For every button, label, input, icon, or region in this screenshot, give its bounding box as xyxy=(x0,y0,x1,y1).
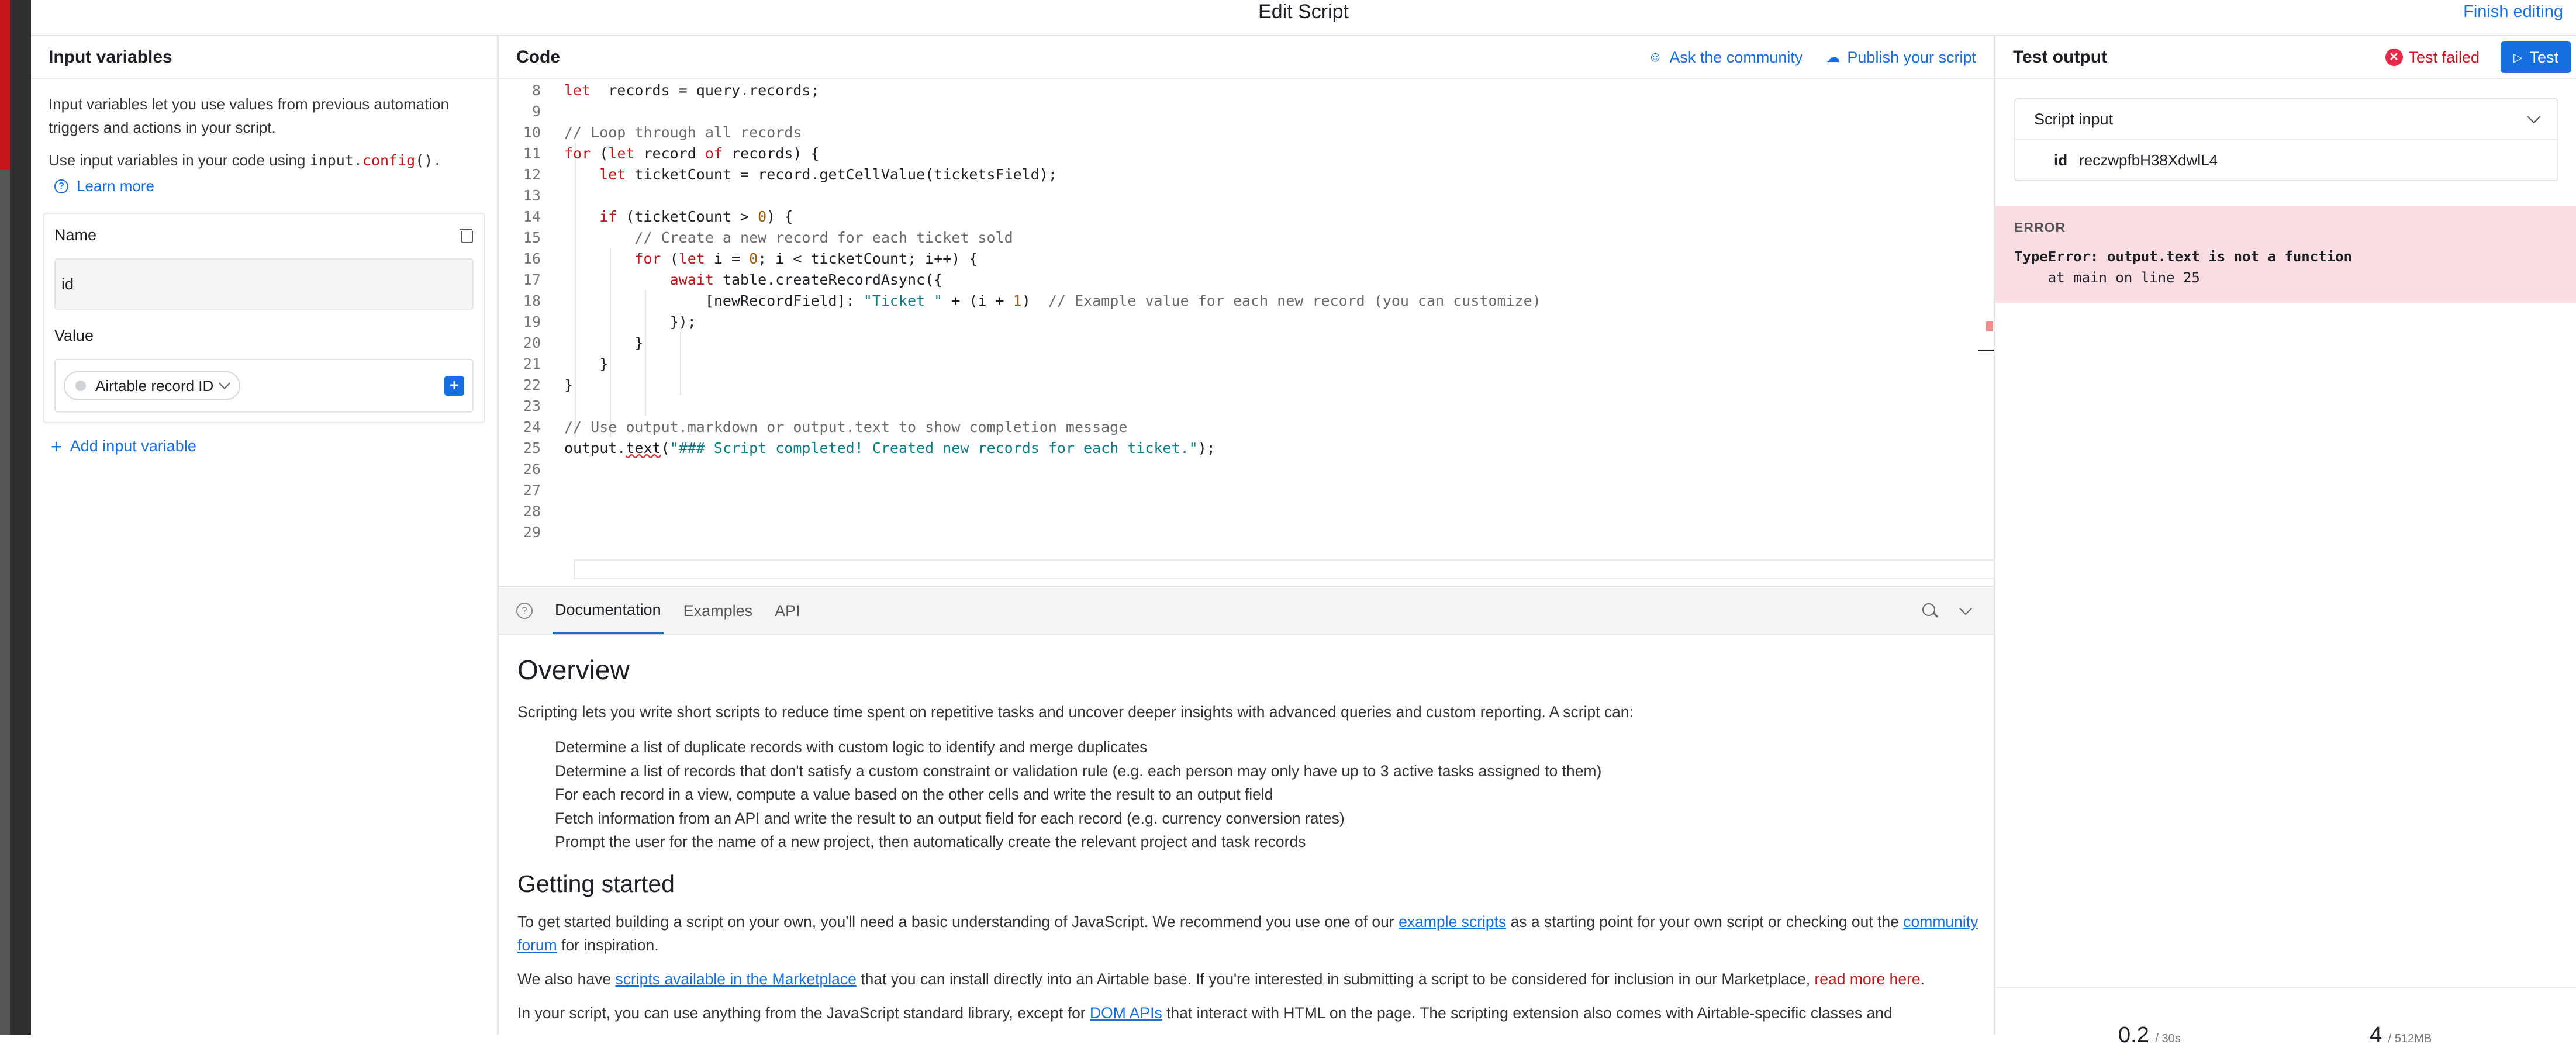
panel-title: Input variables xyxy=(49,47,172,67)
current-line-highlight xyxy=(574,559,1995,579)
getting-started-para-2: We also have scripts available in the Marketplace that you can install directly into an Airtable base. If you're interested in submitting a script to be considered for inclusion in our Marketplace, read more here. xyxy=(517,970,1925,988)
code-line xyxy=(499,500,1994,521)
script-input-card xyxy=(2014,98,2558,181)
code-line xyxy=(499,79,1994,101)
code-text: let ticketCount = record.getCellValue(ticketsField); xyxy=(599,165,1057,183)
insert-value-plus-button[interactable]: + xyxy=(444,376,464,396)
line-number: 20 xyxy=(523,334,541,351)
finish-editing-button[interactable]: Finish editing xyxy=(2463,2,2563,21)
line-number: 27 xyxy=(523,481,541,499)
list-item: Fetch information from an API and write the result to an output field for each record (e.g. currency conversion rates) xyxy=(555,809,1345,827)
documentation-tab-bar xyxy=(499,588,1994,635)
line-number: 14 xyxy=(523,207,541,225)
panel-title-code: Code xyxy=(516,47,560,67)
learn-more-link[interactable]: ? Learn more xyxy=(54,177,479,195)
error-message: TypeError: output.text is not a function xyxy=(2014,248,2352,265)
tab-api[interactable]: API xyxy=(775,601,800,620)
token-dot-icon xyxy=(75,381,86,391)
input-usage-text: Use input variables in your code using input.config(). xyxy=(49,151,442,169)
overview-heading: Overview xyxy=(517,655,630,685)
line-number: 26 xyxy=(523,460,541,478)
community-forum-link[interactable]: community forum xyxy=(517,912,1978,954)
add-input-variable-button[interactable]: + Add input variable xyxy=(51,435,196,457)
code-line xyxy=(499,416,1994,437)
line-number: 11 xyxy=(523,144,541,162)
error-location: at main on line 25 xyxy=(2014,269,2200,286)
chevron-down-icon[interactable] xyxy=(1959,602,1973,615)
line-number: 18 xyxy=(523,292,541,309)
code-line xyxy=(499,290,1994,311)
code-line xyxy=(499,311,1994,332)
publish-script-button[interactable]: ☁ Publish your script xyxy=(1826,48,1976,66)
variable-value-field xyxy=(54,359,474,413)
code-text: } xyxy=(564,376,574,393)
code-line xyxy=(499,353,1994,374)
code-panel xyxy=(499,36,1995,1035)
help-icon[interactable]: ? xyxy=(516,603,533,619)
test-failed-badge: ✕ Test failed xyxy=(2385,49,2480,67)
cursor-marker xyxy=(1978,350,1994,351)
search-icon[interactable] xyxy=(1921,602,1939,620)
tab-examples[interactable]: Examples xyxy=(683,601,753,620)
trash-icon[interactable] xyxy=(460,227,474,243)
code-text: await table.createRecordAsync({ xyxy=(669,271,943,288)
error-x-icon: ✕ xyxy=(2385,49,2403,66)
line-number: 22 xyxy=(523,376,541,393)
code-text: // Create a new record for each ticket sold xyxy=(634,229,1013,246)
error-marker xyxy=(1986,321,1993,331)
error-box xyxy=(1995,206,2576,303)
code-text: [newRecordField]: "Ticket " + (i + 1) // Example value for each new record (you can customize) xyxy=(705,292,1541,309)
code-text: // Loop through all records xyxy=(564,123,802,141)
code-line xyxy=(499,458,1994,479)
test-output-panel xyxy=(1995,36,2576,1047)
window-edge-strip xyxy=(0,0,31,1035)
line-number: 10 xyxy=(523,123,541,141)
test-button[interactable]: ▷ Test xyxy=(2501,41,2571,73)
marketplace-link[interactable]: scripts available in the Marketplace xyxy=(615,970,857,988)
line-number: 13 xyxy=(523,186,541,204)
line-number: 25 xyxy=(523,439,541,456)
panel-title-test-output: Test output xyxy=(2013,47,2108,67)
page-title: Edit Script xyxy=(1258,1,1349,23)
example-scripts-link[interactable]: example scripts xyxy=(1399,912,1507,931)
code-text: } xyxy=(634,334,644,351)
top-bar xyxy=(31,0,2576,36)
line-number: 28 xyxy=(523,502,541,520)
list-item: Determine a list of duplicate records with custom logic to identify and merge duplicates xyxy=(555,738,1148,756)
chevron-down-icon xyxy=(2527,110,2541,124)
ask-community-button[interactable]: ☺ Ask the community xyxy=(1648,48,1803,66)
code-text: // Use output.markdown or output.text to show completion message xyxy=(564,418,1128,435)
code-line xyxy=(499,185,1994,206)
error-title: ERROR xyxy=(2014,220,2066,235)
code-line xyxy=(499,374,1994,395)
line-number: 23 xyxy=(523,397,541,414)
getting-started-para-1: To get started building a script on your own, you'll need a basic understanding of JavaScript. We recommend you use one of our example scripts as a starting point for your own script or checking out the community forum for inspiration. xyxy=(517,912,1978,954)
code-editor[interactable] xyxy=(499,79,1994,587)
code-text: if (ticketCount > 0) { xyxy=(599,207,793,225)
code-line xyxy=(499,479,1994,500)
code-text: } xyxy=(599,355,609,372)
code-line xyxy=(499,395,1994,416)
script-input-header[interactable]: Script input xyxy=(2015,99,2557,140)
dom-apis-link[interactable]: DOM APIs xyxy=(1090,1004,1162,1022)
code-line xyxy=(499,248,1994,269)
line-number: 29 xyxy=(523,523,541,541)
line-number: 16 xyxy=(523,250,541,267)
plus-icon: + xyxy=(51,435,62,457)
code-line xyxy=(499,269,1994,290)
line-number: 15 xyxy=(523,229,541,246)
code-line xyxy=(499,122,1994,143)
tab-documentation[interactable]: Documentation xyxy=(553,587,664,634)
airtable-record-id-token[interactable]: Airtable record ID xyxy=(64,371,240,400)
code-line xyxy=(499,227,1994,248)
name-label: Name xyxy=(54,226,97,244)
code-line xyxy=(499,332,1994,353)
getting-started-heading: Getting started xyxy=(517,870,675,897)
play-icon: ▷ xyxy=(2513,51,2523,64)
code-line xyxy=(499,101,1994,122)
chevron-down-icon xyxy=(219,378,230,389)
line-number: 17 xyxy=(523,271,541,288)
line-number: 8 xyxy=(531,81,541,99)
documentation-content xyxy=(517,652,1979,1025)
code-text: output.text("### Script completed! Created new records for each ticket."); xyxy=(564,439,1216,456)
input-variables-panel xyxy=(31,36,499,1035)
line-number: 9 xyxy=(531,102,541,120)
code-text: for (let record of records) { xyxy=(564,144,820,162)
code-text: let records = query.records; xyxy=(564,81,820,99)
list-item: Prompt the user for the name of a new project, then automatically create the relevant project and task records xyxy=(555,833,1306,850)
cloud-upload-icon: ☁ xyxy=(1826,49,1841,65)
usage-stats xyxy=(1995,987,2576,1047)
code-lines xyxy=(499,79,1994,542)
list-item: For each record in a view, compute a value based on the other cells and write the result to an output field xyxy=(555,786,1273,803)
line-number: 12 xyxy=(523,165,541,183)
getting-started-para-3: In your script, you can use anything from the JavaScript standard library, except for DOM APIs that interact with HTML on the page. The scripting extension also comes with Airtable-specific classes and xyxy=(517,1004,1893,1022)
people-icon: ☺ xyxy=(1648,49,1663,65)
line-number: 21 xyxy=(523,355,541,372)
code-line xyxy=(499,206,1994,227)
memory-stat: 4 / 512MB xyxy=(2370,1023,2432,1047)
overview-text: Scripting lets you write short scripts to reduce time spent on repetitive tasks and uncover deeper insights with advanced queries and custom reporting. A script can: xyxy=(517,703,1634,721)
variable-name-input[interactable]: id xyxy=(54,258,474,310)
input-variables-description: Input variables let you use values from previous automation triggers and actions in your script. xyxy=(49,95,450,136)
list-item: Determine a list of records that don't satisfy a custom constraint or validation rule (e.g. each person may only have up to 3 active tasks assigned to them) xyxy=(555,762,1602,780)
code-line xyxy=(499,521,1994,542)
line-number: 19 xyxy=(523,313,541,330)
code-line xyxy=(499,143,1994,164)
capability-list xyxy=(555,735,1979,854)
line-number: 24 xyxy=(523,418,541,435)
code-text: for (let i = 0; i < ticketCount; i++) { xyxy=(634,250,978,267)
help-icon: ? xyxy=(54,179,68,193)
code-text: }); xyxy=(669,313,696,330)
script-input-row: id reczwpfbH38XdwlL4 xyxy=(2054,151,2218,169)
read-more-link[interactable]: read more here xyxy=(1814,970,1921,988)
value-label: Value xyxy=(54,326,94,344)
code-line xyxy=(499,164,1994,185)
time-stat: 0.2 / 30s xyxy=(2118,1023,2181,1047)
input-variable-card xyxy=(43,213,485,423)
code-line xyxy=(499,437,1994,458)
